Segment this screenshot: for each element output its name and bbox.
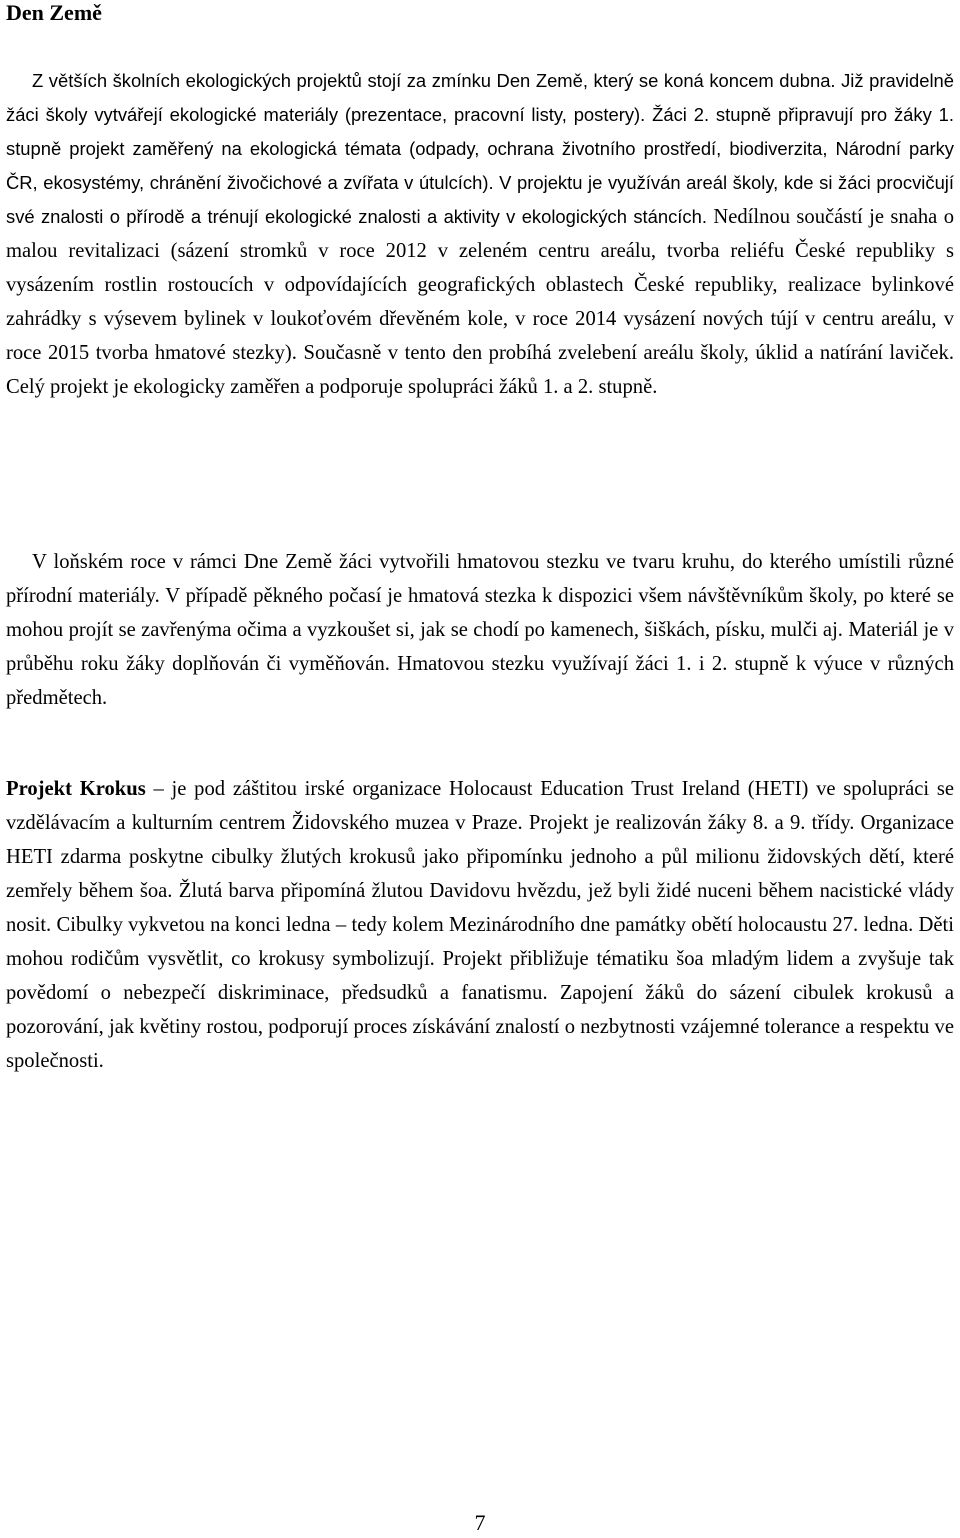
paragraph-hmatova-stezka [6,545,954,715]
paragraph-hmatova-stezka-text: V loňském roce v rámci Dne Země žáci vytvořili hmatovou stezku ve tvaru kruhu, do kterého umístili různé přírodní materiály. V případě pěkného počasí je hmatová stezka k dispozici všem návštěvníkům školy, po které se mohou projít se zavřenýma očima a vyzkoušet si, jak se chodí po kamenech, šiškách, písku, mulči aj. Materiál je v průběhu roku žáky doplňován či vyměňován. Hmatovou stezku využívají žáci 1. i 2. stupně k výuce v různých předmětech. [6,551,954,709]
projekt-krokus-text: – je pod záštitou irské organizace Holocaust Education Trust Ireland (HETI) ve spolupráci se vzdělávacím a kulturním centrem Židovského muzea v Praze. Projekt je realizován žáky 8. a 9. třídy. Organizace HETI zdarma poskytne cibulky žlutých krokusů jako připomínku jednoho a půl milionu židovských dětí, které zemřely během šoa. Žlutá barva připomíná žlutou Davidovu hvězdu, jež byli židé nuceni během nacistické vlády nosit. Cibulky vykvetou na konci ledna – tedy kolem Mezinárodního dne památky obětí holocaustu 27. ledna. Děti mohou rodičům vysvětlit, co krokusy symbolizují. Projekt přibližuje tématiku šoa mladým lidem a zvyšuje tak povědomí o nebezpečí diskriminace, předsudků a fanatismu. Zapojení žáků do sázení cibulek krokusů a pozorování, jak květiny rostou, podporují proces získávání znalostí o nezbytnosti vzájemné tolerance a respektu ve společnosti. [6,778,954,1072]
section-heading: Den Země [6,0,102,25]
paragraph-den-zeme [6,64,954,404]
paragraph-den-zeme-sans-text: Z větších školních ekologických projektů stojí za zmínku Den Země, který se koná koncem dubna. Již pravidelně žáci školy vytvářejí ekologické materiály (prezentace, pracovní listy, postery). Žáci 2. stupně připravují pro žáky 1. stupně projekt zaměřený na ekologická témata (odpady, ochrana životního prostředí, biodiverzita, Národní parky ČR, ekosystémy, chránění živočichové a zvířata v útulcích). V projektu je využíván areál školy, kde si žáci procvičují své znalosti o přírodě a trénují ekologické znalosti a aktivity v ekologických stáncích. [6,70,954,227]
page-number: 7 [474,1510,486,1535]
paragraph-projekt-krokus [6,772,954,1078]
projekt-krokus-title: Projekt Krokus [6,778,146,800]
paragraph-den-zeme-serif-text: Nedílnou součástí je snaha o malou revitalizaci (sázení stromků v roce 2012 v zeleném centru areálu, tvorba reliéfu České republiky s vysázením rostlin rostoucích v odpovídajících geografických oblastech České republiky, realizace bylinkové zahrádky s výsevem bylinek v loukoťovém dřevěném kole, v roce 2014 vysázení nových tújí v centru areálu, v roce 2015 tvorba hmatové stezky). Současně v tento den probíhá zvelebení areálu školy, úklid a natírání laviček. Celý projekt je ekologicky zaměřen a podporuje spolupráci žáků 1. a 2. stupně. [6,206,955,398]
